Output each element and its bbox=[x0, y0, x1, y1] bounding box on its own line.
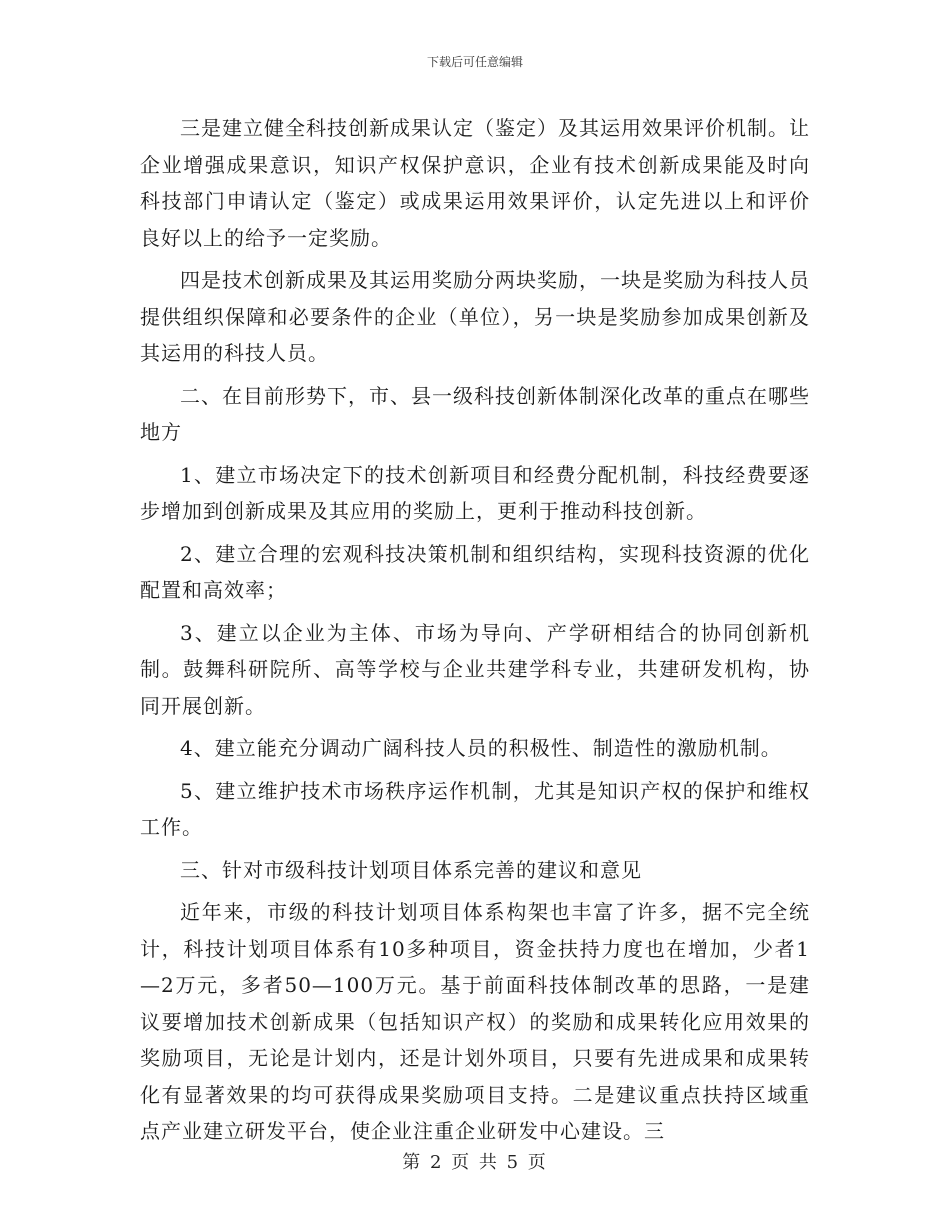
paragraph-item-3-evaluation: 三是建立健全科技创新成果认定（鉴定）及其运用效果评价机制。让企业增强成果意识，知识产权保护意识，企业有技术创新成果能及时向科技部门申请认定（鉴定）或成果运用效果评价，认定先进以上和评价良好以上的给予一定奖励。 bbox=[140, 116, 810, 250]
document-body bbox=[140, 110, 810, 1156]
section-heading-2: 二、在目前形势下，市、县一级科技创新体制深化改革的重点在哪些地方 bbox=[140, 383, 810, 444]
page-header: 下载后可任意编辑 bbox=[426, 55, 523, 69]
list-item-1: 1、建立市场决定下的技术创新项目和经费分配机制，科技经费要逐步增加到创新成果及其应用的奖励上，更利于推动科技创新。 bbox=[140, 462, 810, 523]
list-item-2: 2、建立合理的宏观科技决策机制和组织结构，实现科技资源的优化配置和高效率； bbox=[140, 541, 810, 602]
page-footer: 第 2 页 共 5 页 bbox=[402, 1152, 548, 1173]
list-item-5: 5、建立维护技术市场秩序运作机制，尤其是知识产权的保护和维权工作。 bbox=[140, 778, 810, 839]
section-heading-3: 三、针对市级科技计划项目体系完善的建议和意见 bbox=[180, 857, 642, 882]
list-item-4: 4、建立能充分调动广阔科技人员的积极性、制造性的激励机制。 bbox=[180, 736, 782, 760]
paragraph-recent-years: 近年来，市级的科技计划项目体系构架也丰富了许多，据不完全统计，科技计划项目体系有10多种项目，资金扶持力度也在增加，少者1—2万元，多者50—100万元。基于前面科技体制改革的思路，一是建议要增加技术创新成果（包括知识产权）的奖励和成果转化应用效果的奖励项目，无论是计划内，还是计划外项目，只要有先进成果和成果转化有显著效果的均可获得成果奖励项目支持。二是建议重点扶持区域重点产业建立研发平台，使企业注重企业研发中心建设。三 bbox=[140, 900, 810, 1143]
list-item-3: 3、建立以企业为主体、市场为导向、产学研相结合的协同创新机制。鼓舞科研院所、高等学校与企业共建学科专业，共建研发机构，协同开展创新。 bbox=[140, 620, 810, 718]
paragraph-item-4-rewards: 四是技术创新成果及其运用奖励分两块奖励，一块是奖励为科技人员提供组织保障和必要条件的企业（单位），另一块是奖励参加成果创新及其运用的科技人员。 bbox=[140, 268, 810, 365]
